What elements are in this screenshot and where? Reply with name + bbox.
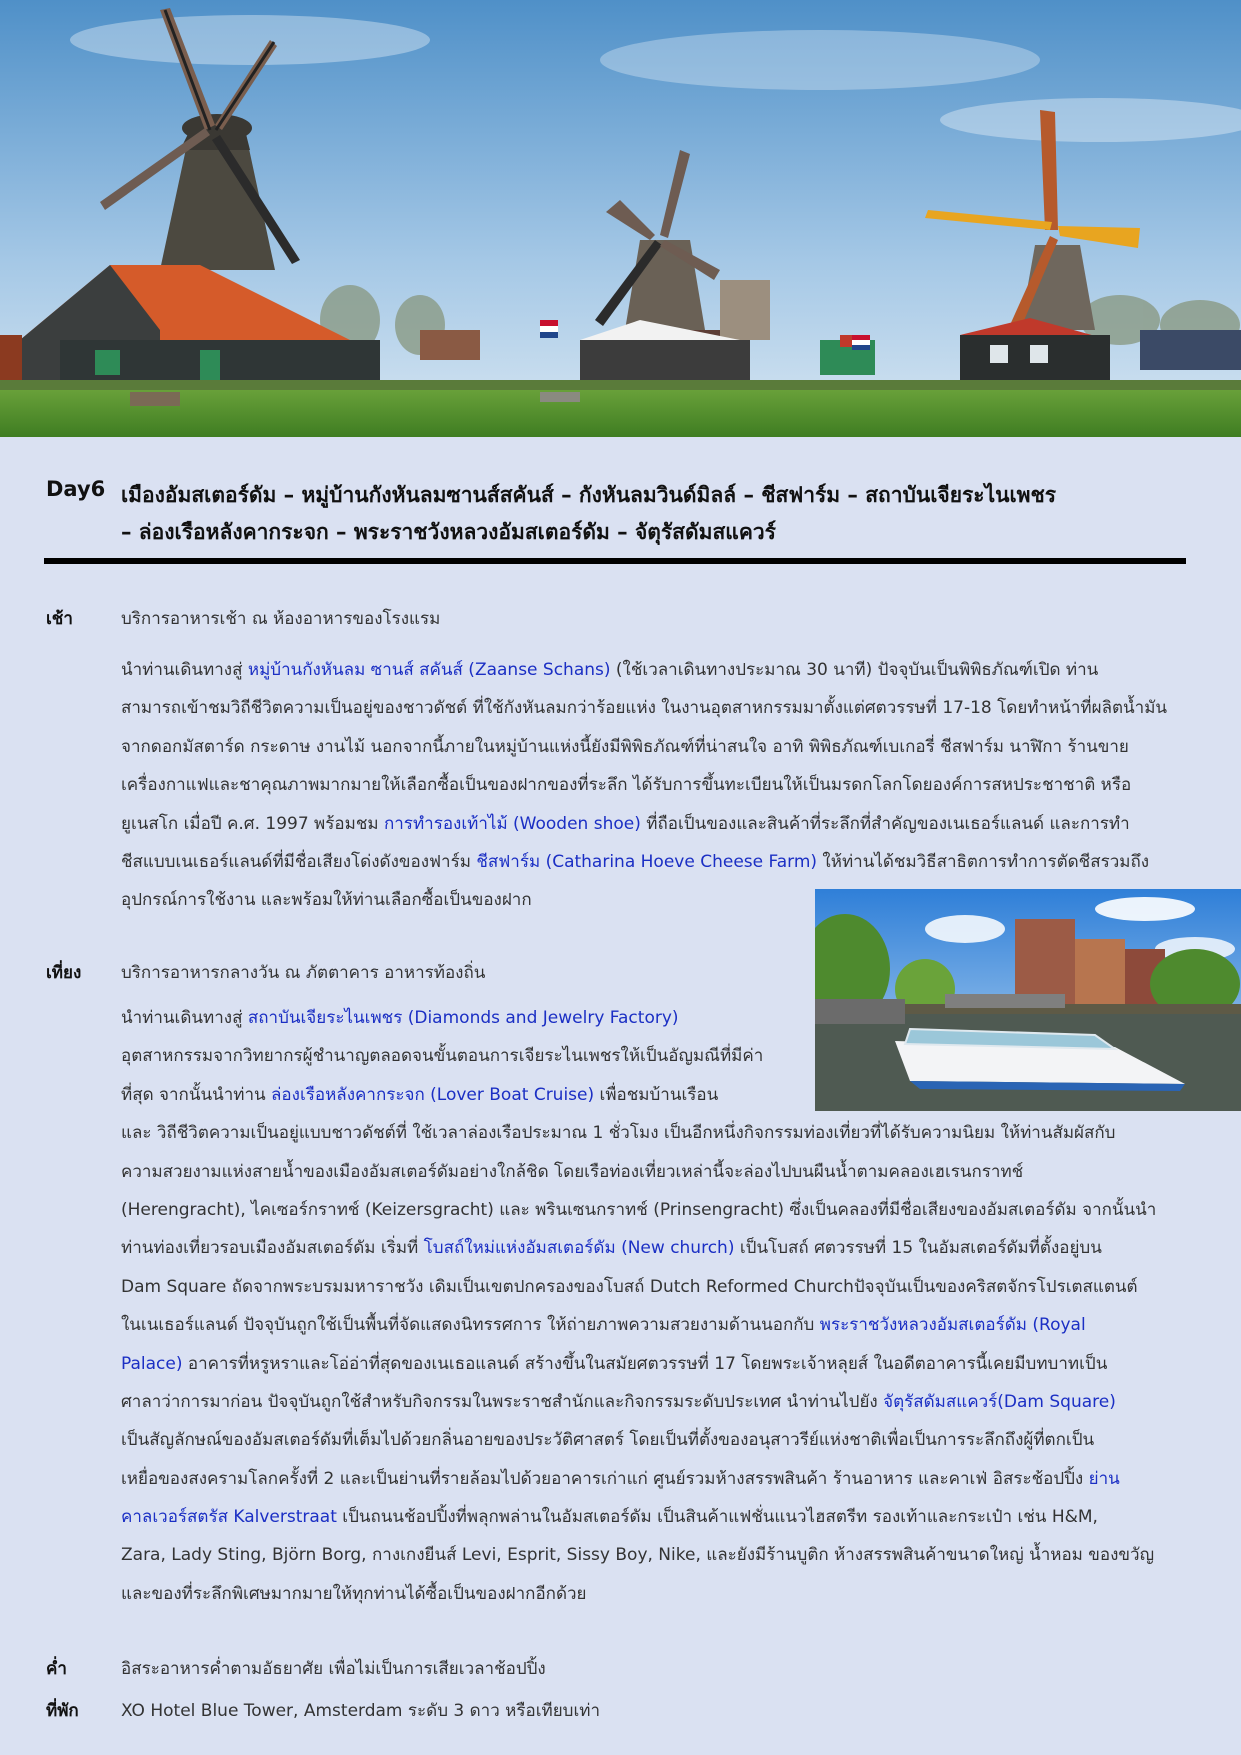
- highlighted-place-name: โบสถ์ใหม่แห่งอัมสเตอร์ดัม (New church): [423, 1238, 735, 1259]
- paragraph-text: ยูเนสโก เมื่อปี ค.ศ. 1997 พร้อมชม: [121, 813, 384, 834]
- paragraph-text: จากดอกมัสตาร์ด กระดาษ งานไม้ นอกจากนี้ภายในหมู่บ้านแห่งนี้ยังมีพิพิธภัณฑ์ที่น่าสนใจ อาทิ พิพิธภัณฑ์เบเกอรี่ ชีสฟาร์ม นาฬิกา ร้านขาย: [121, 736, 1129, 757]
- paragraph-text: ศาลาว่าการมาก่อน ปัจจุบันถูกใช้สำหรับกิจกรรมในพระราชสำนักและกิจกรรมระดับประเทศ นำท่านไปยัง: [121, 1391, 884, 1412]
- paragraph-text: ที่ถือเป็นของและสินค้าที่ระลึกที่สำคัญของเนเธอร์แลนด์ และการทำ: [640, 813, 1130, 834]
- highlighted-place-name: จัตุรัสดัมสแควร์(Dam Square): [883, 1391, 1116, 1412]
- paragraph-text: ให้ท่านได้ชมวิธีสาธิตการทำการตัดชีสรวมถึง: [817, 851, 1150, 872]
- paragraph-line: [121, 1460, 1156, 1498]
- paragraph-text: นำท่านเดินทางสู่: [121, 1008, 248, 1028]
- paragraph-line: [121, 1268, 1156, 1306]
- paragraph-text: เป็นถนนช้อปปิ้งที่พลุกพล่านในอัมสเตอร์ดัม เป็นสินค้าแฟชั่นแนวไฮสตรีท รองเท้าและกระเป๋า เช่น H&M,: [336, 1507, 1098, 1528]
- breakfast-text: บริการอาหารเช้า ณ ห้องอาหารของโรงแรม: [121, 609, 441, 629]
- canal-boat-photo: [815, 889, 1241, 1111]
- highlighted-place-name: ย่าน: [1088, 1468, 1120, 1489]
- paragraph-line: [121, 805, 1167, 843]
- paragraph-line: [121, 1345, 1156, 1383]
- paragraph-line: [121, 766, 1167, 804]
- highlighted-place-name: พระราชวังหลวงอัมสเตอร์ดัม (Royal: [819, 1315, 1086, 1336]
- paragraph-text: อุตสาหกรรมจากวิทยากรผู้ชำนาญตลอดจนขั้นตอนการเจียระไนเพชรให้เป็นอัญมณีที่มีค่า: [121, 1046, 764, 1067]
- paragraph-text: ความสวยงามแห่งสายน้ำของเมืองอัมสเตอร์ดัมอย่างใกล้ชิด โดยเรือท่องเที่ยวเหล่านี้จะล่องไปบนผืนน้ำตามคลองเฮเรนกราทช์: [121, 1161, 1024, 1182]
- highlighted-place-name: สถาบันเจียระไนเพชร (Diamonds and Jewelry Factory): [247, 1008, 679, 1028]
- day-title-line: – ล่องเรือหลังคากระจก – พระราชวังหลวงอัมสเตอร์ดัม – จัตุรัสดัมสแควร์: [121, 520, 776, 544]
- paragraph-text: ชีสแบบเนเธอร์แลนด์ที่มีชื่อเสียงโด่งดังของฟาร์ม: [121, 851, 477, 872]
- paragraph-line: [121, 728, 1167, 766]
- paragraph-text: เป็นสัญลักษณ์ของอัมสเตอร์ดัมที่เต็มไปด้วยกลิ่นอายของประวัติศาสตร์ โดยเป็นที่ตั้งของอนุสาวรีย์แห่งชาติเพื่อเป็นการระลึกถึงผู้ที่ตกเป็น: [121, 1430, 1095, 1451]
- highlighted-place-name: ล่องเรือหลังคากระจก (Lover Boat Cruise): [271, 1084, 595, 1105]
- paragraph-text: อุปกรณ์การใช้งาน และพร้อมให้ท่านเลือกซื้อเป็นของฝาก: [121, 890, 532, 911]
- highlighted-place-name: การทำรองเท้าไม้ (Wooden shoe): [383, 813, 641, 834]
- paragraph-line: [121, 1498, 1156, 1536]
- day-title: [121, 477, 1201, 551]
- day-title-line: เมืองอัมสเตอร์ดัม – หมู่บ้านกังหันลมซานส์สคันส์ – กังหันลมวินด์มิลล์ – ชีสฟาร์ม – สถาบันเจียระไนเพชร: [121, 483, 1057, 507]
- morning-paragraph: [121, 651, 1167, 920]
- paragraph-text: Zara, Lady Sting, Björn Borg, กางเกงยีนส์ Levi, Esprit, Sissy Boy, Nike, และยังมีร้านบูติก ห้างสรรพสินค้าขนาดใหญ่ น้ำหอม ของขวัญ: [121, 1545, 1155, 1566]
- morning-label: เช้า: [46, 609, 73, 629]
- paragraph-text: ท่านท่องเที่ยวรอบเมืองอัมสเตอร์ดัม เริ่มที่: [121, 1238, 424, 1259]
- paragraph-text: ในเนเธอร์แลนด์ ปัจจุบันถูกใช้เป็นพื้นที่จัดแสดงนิทรรศการ ให้ถ่ายภาพความสวยงามด้านนอกกับ: [121, 1315, 820, 1336]
- paragraph-text: และ วิถีชีวิตความเป็นอยู่แบบชาวดัชต์ที่ ใช้เวลาล่องเรือประมาณ 1 ชั่วโมง เป็นอีกหนึ่งกิจกรรมท่องเที่ยวที่ได้รับความนิยม ให้ท่านสัมผัสกับ: [121, 1123, 1116, 1144]
- paragraph-line: [121, 1229, 1156, 1267]
- evening-label: ค่ำ: [46, 1659, 67, 1679]
- paragraph-text: (Herengracht), ไคเซอร์กราทช์ (Keizersgracht) และ พรินเซนกราทช์ (Prinsengracht) ซึ่งเป็นคลองที่มีชื่อเสียงของอัมสเตอร์ดัม จากนั้นนำ: [121, 1199, 1157, 1220]
- paragraph-line: [121, 1153, 1156, 1191]
- paragraph-text: เหยื่อของสงครามโลกครั้งที่ 2 และเป็นย่านที่รายล้อมไปด้วยอาคารเก่าแก่ ศูนย์รวมห้างสรรพสินค้า ร้านอาหาร และคาเฟ่ อิสระช้อปปิ้ง: [121, 1468, 1089, 1489]
- highlighted-place-name: Palace): [121, 1353, 183, 1374]
- paragraph-line: [121, 1191, 1156, 1229]
- hotel-text: XO Hotel Blue Tower, Amsterdam ระดับ 3 ดาว หรือเทียบเท่า: [121, 1701, 601, 1721]
- hero-photo-windmills: [0, 0, 1241, 437]
- paragraph-text: ที่สุด จากนั้นนำท่าน: [121, 1084, 272, 1105]
- dinner-text: อิสระอาหารค่ำตามอัธยาศัย เพื่อไม่เป็นการเสียเวลาช้อปปิ้ง: [121, 1659, 546, 1679]
- paragraph-line: [121, 1114, 1156, 1152]
- paragraph-line: [121, 1536, 1156, 1574]
- paragraph-line: [121, 843, 1167, 881]
- paragraph-line: [121, 1383, 1156, 1421]
- paragraph-line: [121, 689, 1167, 727]
- noon-label: เที่ยง: [46, 963, 82, 983]
- paragraph-text: (ใช้เวลาเดินทางประมาณ 30 นาที) ปัจจุบันเป็นพิพิธภัณฑ์เปิด ท่าน: [610, 660, 1099, 680]
- header-divider: [44, 558, 1186, 564]
- paragraph-text: เพื่อชมบ้านเรือน: [594, 1084, 719, 1105]
- day-number: Day6: [46, 477, 106, 501]
- paragraph-text: นำท่านเดินทางสู่: [121, 660, 248, 680]
- paragraph-text: อาคารที่หรูหราและโอ่อ่าที่สุดของเนเธอแลนด์ สร้างขึ้นในสมัยศตวรรษที่ 17 โดยพระเจ้าหลุยส์ ในอดีตอาคารนี้เคยมีบทบาทเป็น: [182, 1353, 1108, 1374]
- hotel-label: ที่พัก: [46, 1701, 79, 1721]
- highlighted-place-name: คาลเวอร์สตรัส Kalverstraat: [121, 1507, 337, 1528]
- paragraph-text: Dam Square ถัดจากพระบรมมหาราชวัง เดิมเป็นเขตปกครองของโบสถ์ Dutch Reformed Churchปัจจุบันเป็นของคริสตจักรโปรเตสแตนต์: [121, 1276, 1138, 1297]
- lunch-text: บริการอาหารกลางวัน ณ ภัตตาคาร อาหารท้องถิ่น: [121, 963, 486, 983]
- paragraph-line: [121, 651, 1167, 689]
- paragraph-line: [121, 1575, 1156, 1613]
- highlighted-place-name: หมู่บ้านกังหันลม ซานส์ สคันส์ (Zaanse Schans): [247, 660, 611, 680]
- highlighted-place-name: ชีสฟาร์ม (Catharina Hoeve Cheese Farm): [476, 851, 818, 872]
- paragraph-line: [121, 1421, 1156, 1459]
- paragraph-text: และของที่ระลึกพิเศษมากมายให้ทุกท่านได้ซื้อเป็นของฝากอีกด้วย: [121, 1583, 587, 1604]
- paragraph-line: [121, 1306, 1156, 1344]
- paragraph-text: สามารถเข้าชมวิถีชีวิตความเป็นอยู่ของชาวดัชต์ ที่ใช้กังหันลมกว่าร้อยแห่ง ในงานอุตสาหกรรมมาตั้งแต่ศตวรรษที่ 17-18 โดยทำหน้าที่ผลิตน้ำมัน: [121, 698, 1168, 719]
- paragraph-text: เป็นโบสถ์ ศตวรรษที่ 15 ในอัมสเตอร์ดัมที่ตั้งอยู่บน: [734, 1238, 1102, 1259]
- paragraph-text: เครื่องกาแฟและชาคุณภาพมากมายให้เลือกซื้อเป็นของฝากของที่ระลึก ได้รับการขึ้นทะเบียนให้เป็นมรดกโลกโดยองค์การสหประชาชาติ หรือ: [121, 775, 1132, 796]
